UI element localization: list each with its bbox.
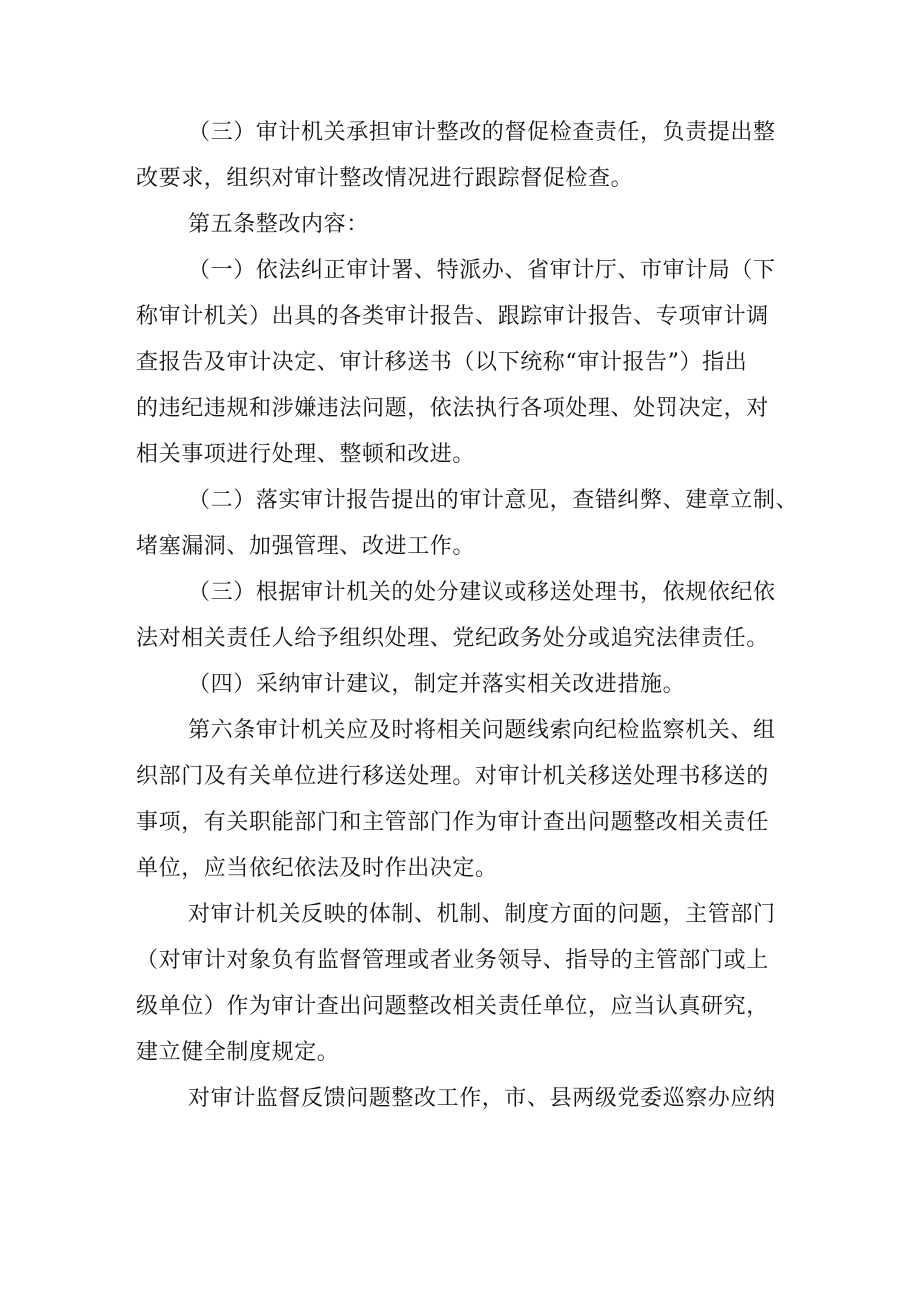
text-line: 级单位）作为审计查出问题整改相关责任单位，应当认真研究， [136,994,769,1019]
text-line: （对审计对象负有监督管理或者业务领导、指导的主管部门或上 [136,948,769,973]
text-line: 对审计机关反映的体制、机制、制度方面的问题，主管部门 [188,902,776,927]
text-line: 事项，有关职能部门和主管部门作为审计查出问题整改相关责任 [136,810,769,835]
text-line: （二）落实审计报告提出的审计意见，查错纠弊、建章立制、 [188,488,799,513]
text-line: 称审计机关）出具的各类审计报告、跟踪审计报告、专项审计调 [136,304,769,329]
text-line: （三）根据审计机关的处分建议或移送处理书，依规依纪依 [188,580,776,605]
text-line: 法对相关责任人给予组织处理、党纪政务处分或追究法律责任。 [136,626,769,651]
text-line: （一）依法纠正审计署、特派办、省审计厅、市审计局（下 [188,258,776,283]
section-heading: 第六条审计机关应及时将相关问题线索向纪检监察机关、组 [188,718,776,743]
text-line: 查报告及审计决定、审计移送书（以下统称“审计报告”）指出 [136,350,748,375]
text-line: 堵塞漏洞、加强管理、改进工作。 [136,534,476,559]
text-line: （四）采纳审计建议，制定并落实相关改进措施。 [188,672,686,697]
document-body [136,110,799,1122]
text-line: 织部门及有关单位进行移送处理。对审计机关移送处理书移送的 [136,764,769,789]
text-line: 改要求，组织对审计整改情况进行跟踪督促检查。 [136,166,634,191]
text-line: 单位，应当依纪依法及时作出决定。 [136,856,498,881]
section-heading: 第五条整改内容： [188,212,369,237]
text-line: 建立健全制度规定。 [136,1040,340,1065]
text-line: 对审计监督反馈问题整改工作，市、县两级党委巡察办应纳 [188,1086,776,1111]
text-line: （三）审计机关承担审计整改的督促检查责任，负责提出整 [188,120,776,145]
text-line: 相关事项进行处理、整顿和改进。 [136,442,476,467]
text-line: 的违纪违规和涉嫌违法问题，依法执行各项处理、处罚决定，对 [136,396,769,421]
